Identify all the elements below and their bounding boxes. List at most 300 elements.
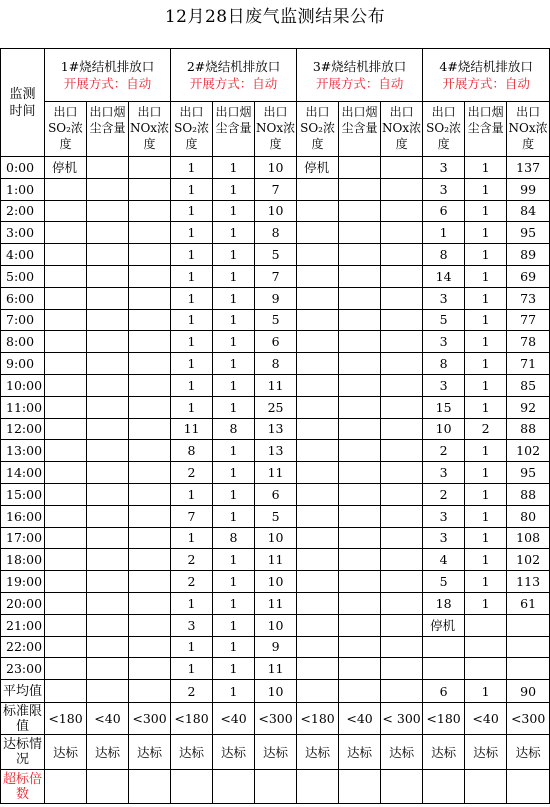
table-row-label: 4:00 <box>1 244 45 266</box>
value-cell: 1 <box>465 483 507 505</box>
table-row-label: 17:00 <box>1 527 45 549</box>
value-cell: 达标 <box>507 735 550 770</box>
value-cell: 2 <box>171 462 213 484</box>
value-cell: 1 <box>213 287 255 309</box>
value-cell <box>465 636 507 658</box>
value-cell <box>339 244 381 266</box>
value-cell <box>129 287 171 309</box>
value-cell: 达标 <box>129 735 171 770</box>
value-cell <box>129 309 171 331</box>
value-cell <box>339 157 381 179</box>
value-cell: 137 <box>507 157 550 179</box>
table-row-label: 21:00 <box>1 614 45 636</box>
dust-header: 出口烟尘含量 <box>213 102 255 157</box>
table-row <box>1 265 550 287</box>
value-cell: <300 <box>129 703 171 735</box>
table-row-label: 5:00 <box>1 265 45 287</box>
value-cell <box>45 527 87 549</box>
value-cell: 7 <box>255 178 297 200</box>
value-cell <box>339 287 381 309</box>
table-row-label: 16:00 <box>1 505 45 527</box>
value-cell: 11 <box>255 374 297 396</box>
value-cell: 停机 <box>423 614 465 636</box>
value-cell: 73 <box>507 287 550 309</box>
table-row <box>1 374 550 396</box>
value-cell: 达标 <box>171 735 213 770</box>
value-cell <box>381 592 423 614</box>
table-row-label: 11:00 <box>1 396 45 418</box>
value-cell <box>129 418 171 440</box>
value-cell <box>87 549 129 571</box>
table-row <box>1 527 550 549</box>
table-body <box>1 157 550 804</box>
so2-header: 出口SO₂浓度 <box>423 102 465 157</box>
value-cell <box>87 200 129 222</box>
value-cell <box>507 636 550 658</box>
value-cell: <180 <box>171 703 213 735</box>
value-cell: 1 <box>465 505 507 527</box>
value-cell <box>381 462 423 484</box>
value-cell <box>129 157 171 179</box>
table-row-label: 6:00 <box>1 287 45 309</box>
table-row <box>1 157 550 179</box>
dust-header: 出口烟尘含量 <box>87 102 129 157</box>
value-cell: 1 <box>171 374 213 396</box>
value-cell <box>381 636 423 658</box>
time-header-label: 监测时间 <box>9 86 36 119</box>
value-cell <box>129 440 171 462</box>
value-cell: 1 <box>213 309 255 331</box>
value-cell: 2 <box>423 483 465 505</box>
value-cell <box>381 549 423 571</box>
value-cell: 10 <box>255 157 297 179</box>
value-cell: 1 <box>465 440 507 462</box>
value-cell: 2 <box>423 440 465 462</box>
value-cell: 1 <box>465 309 507 331</box>
table-row <box>1 331 550 353</box>
value-cell: 1 <box>465 396 507 418</box>
value-cell: 1 <box>465 462 507 484</box>
value-cell <box>381 571 423 593</box>
value-cell <box>129 549 171 571</box>
value-cell <box>339 309 381 331</box>
value-cell <box>381 222 423 244</box>
value-cell <box>87 157 129 179</box>
value-cell: 1 <box>465 592 507 614</box>
value-cell <box>339 680 381 703</box>
outlet-header-row <box>1 49 550 102</box>
value-cell <box>381 178 423 200</box>
value-cell <box>339 527 381 549</box>
value-cell: 达标 <box>381 735 423 770</box>
value-cell <box>129 483 171 505</box>
value-cell: 7 <box>171 505 213 527</box>
outlet-mode: 开展方式：自动 <box>315 76 404 91</box>
value-cell: <40 <box>465 703 507 735</box>
value-cell <box>297 265 339 287</box>
value-cell: 11 <box>255 592 297 614</box>
value-cell: 1 <box>213 244 255 266</box>
value-cell: 15 <box>423 396 465 418</box>
value-cell <box>381 244 423 266</box>
value-cell: 11 <box>171 418 213 440</box>
value-cell <box>297 636 339 658</box>
value-cell <box>381 353 423 375</box>
value-cell <box>339 440 381 462</box>
value-cell: 10 <box>255 571 297 593</box>
value-cell: 达标 <box>213 735 255 770</box>
table-row <box>1 353 550 375</box>
table-row-label: 15:00 <box>1 483 45 505</box>
value-cell <box>129 178 171 200</box>
value-cell <box>423 770 465 804</box>
value-cell <box>381 157 423 179</box>
average-row-label: 平均值 <box>1 680 45 703</box>
value-cell <box>87 244 129 266</box>
value-cell <box>87 418 129 440</box>
value-cell <box>87 462 129 484</box>
value-cell <box>129 571 171 593</box>
value-cell: 达标 <box>465 735 507 770</box>
value-cell <box>129 680 171 703</box>
table-row <box>1 571 550 593</box>
value-cell: 8 <box>255 222 297 244</box>
value-cell: 1 <box>213 658 255 680</box>
value-cell <box>423 658 465 680</box>
value-cell <box>129 658 171 680</box>
value-cell <box>129 614 171 636</box>
value-cell <box>297 374 339 396</box>
value-cell: 8 <box>171 440 213 462</box>
value-cell: 1 <box>465 287 507 309</box>
value-cell: 1 <box>171 396 213 418</box>
so2-header: 出口SO₂浓度 <box>297 102 339 157</box>
value-cell: 113 <box>507 571 550 593</box>
value-cell: 10 <box>423 418 465 440</box>
table-row <box>1 244 550 266</box>
value-cell <box>87 636 129 658</box>
so2-header: 出口SO₂浓度 <box>171 102 213 157</box>
value-cell <box>45 418 87 440</box>
nox-header: 出口NOx浓度 <box>381 102 423 157</box>
value-cell <box>339 178 381 200</box>
outlet-header-3 <box>297 49 423 102</box>
value-cell <box>87 222 129 244</box>
value-cell <box>381 440 423 462</box>
value-cell <box>339 418 381 440</box>
value-cell: 1 <box>213 178 255 200</box>
value-cell <box>87 527 129 549</box>
value-cell: 14 <box>423 265 465 287</box>
value-cell <box>381 680 423 703</box>
value-cell: 10 <box>255 527 297 549</box>
table-row <box>1 440 550 462</box>
value-cell <box>339 331 381 353</box>
value-cell: 1 <box>465 571 507 593</box>
value-cell <box>339 549 381 571</box>
value-cell <box>339 614 381 636</box>
value-cell: 1 <box>465 178 507 200</box>
value-cell: 1 <box>465 157 507 179</box>
compliance-row <box>1 735 550 770</box>
value-cell <box>297 353 339 375</box>
value-cell <box>45 244 87 266</box>
value-cell <box>129 770 171 804</box>
table-row <box>1 614 550 636</box>
value-cell: 1 <box>171 178 213 200</box>
value-cell: 1 <box>465 331 507 353</box>
value-cell <box>339 571 381 593</box>
value-cell: 77 <box>507 309 550 331</box>
value-cell <box>297 770 339 804</box>
value-cell <box>87 571 129 593</box>
value-cell: <180 <box>297 703 339 735</box>
value-cell: 3 <box>423 331 465 353</box>
value-cell: 2 <box>171 571 213 593</box>
table-row-label: 9:00 <box>1 353 45 375</box>
value-cell: 102 <box>507 440 550 462</box>
value-cell: 78 <box>507 331 550 353</box>
value-cell: 18 <box>423 592 465 614</box>
value-cell <box>255 770 297 804</box>
value-cell <box>87 614 129 636</box>
value-cell <box>297 287 339 309</box>
value-cell <box>45 462 87 484</box>
value-cell: 1 <box>213 549 255 571</box>
value-cell: 1 <box>171 483 213 505</box>
value-cell: 3 <box>423 527 465 549</box>
value-cell: 13 <box>255 418 297 440</box>
value-cell: 5 <box>255 244 297 266</box>
outlet-mode: 开展方式：自动 <box>442 76 530 91</box>
value-cell: 6 <box>255 483 297 505</box>
value-cell: 1 <box>213 200 255 222</box>
outlet-mode: 开展方式：自动 <box>63 76 152 91</box>
value-cell <box>381 483 423 505</box>
value-cell <box>465 658 507 680</box>
value-cell <box>45 549 87 571</box>
value-cell <box>297 418 339 440</box>
emission-table <box>0 48 550 804</box>
value-cell: 3 <box>423 505 465 527</box>
value-cell <box>87 592 129 614</box>
value-cell: 11 <box>255 462 297 484</box>
value-cell <box>129 374 171 396</box>
value-cell <box>129 222 171 244</box>
table-row <box>1 396 550 418</box>
value-cell <box>297 200 339 222</box>
value-cell <box>297 505 339 527</box>
value-cell: 1 <box>171 287 213 309</box>
value-cell <box>129 265 171 287</box>
value-cell: 2 <box>465 418 507 440</box>
value-cell <box>87 658 129 680</box>
outlet-header-1 <box>45 49 171 102</box>
value-cell <box>45 396 87 418</box>
value-cell: 10 <box>255 200 297 222</box>
value-cell <box>381 418 423 440</box>
value-cell <box>87 309 129 331</box>
table-row-label: 0:00 <box>1 157 45 179</box>
value-cell: 88 <box>507 483 550 505</box>
value-cell: 1 <box>171 265 213 287</box>
value-cell <box>87 178 129 200</box>
value-cell: <40 <box>213 703 255 735</box>
value-cell <box>297 244 339 266</box>
table-row <box>1 658 550 680</box>
table-row-label: 7:00 <box>1 309 45 331</box>
value-cell <box>129 592 171 614</box>
value-cell <box>45 353 87 375</box>
value-cell <box>339 483 381 505</box>
value-cell <box>381 396 423 418</box>
value-cell: 8 <box>213 418 255 440</box>
value-cell <box>87 483 129 505</box>
value-cell <box>297 658 339 680</box>
value-cell <box>87 265 129 287</box>
value-cell <box>45 483 87 505</box>
value-cell: 88 <box>507 418 550 440</box>
value-cell: 102 <box>507 549 550 571</box>
so2-header: 出口SO₂浓度 <box>45 102 87 157</box>
value-cell: 1 <box>213 614 255 636</box>
value-cell <box>45 770 87 804</box>
value-cell: 13 <box>255 440 297 462</box>
value-cell: 5 <box>255 505 297 527</box>
value-cell: 1 <box>171 592 213 614</box>
outlet-header-4 <box>423 49 550 102</box>
value-cell <box>507 770 550 804</box>
value-cell <box>465 770 507 804</box>
value-cell <box>381 614 423 636</box>
value-cell <box>129 396 171 418</box>
value-cell <box>87 353 129 375</box>
table-row <box>1 200 550 222</box>
table-row-label: 22:00 <box>1 636 45 658</box>
value-cell: 3 <box>423 178 465 200</box>
value-cell: 6 <box>423 680 465 703</box>
table-row <box>1 418 550 440</box>
value-cell <box>45 680 87 703</box>
value-cell: 2 <box>171 680 213 703</box>
value-cell: 1 <box>213 265 255 287</box>
value-cell <box>129 331 171 353</box>
value-cell: 69 <box>507 265 550 287</box>
value-cell: 1 <box>213 462 255 484</box>
value-cell <box>339 658 381 680</box>
outlet-name: 2#烧结机排放口 <box>186 59 281 74</box>
value-cell: 1 <box>213 396 255 418</box>
table-row-label: 14:00 <box>1 462 45 484</box>
value-cell: 1 <box>171 658 213 680</box>
value-cell: <300 <box>255 703 297 735</box>
table-row-label: 12:00 <box>1 418 45 440</box>
table-row-label: 8:00 <box>1 331 45 353</box>
value-cell <box>45 658 87 680</box>
value-cell: 1 <box>171 353 213 375</box>
value-cell: <180 <box>45 703 87 735</box>
value-cell <box>381 658 423 680</box>
limit-row-label: 标准限值 <box>1 703 45 735</box>
value-cell <box>381 505 423 527</box>
table-row-label: 19:00 <box>1 571 45 593</box>
value-cell: 1 <box>465 527 507 549</box>
value-cell <box>297 331 339 353</box>
value-cell <box>339 222 381 244</box>
value-cell: 停机 <box>297 157 339 179</box>
value-cell: 1 <box>213 353 255 375</box>
value-cell <box>339 770 381 804</box>
value-cell <box>129 244 171 266</box>
value-cell: 6 <box>423 200 465 222</box>
value-cell: 8 <box>423 244 465 266</box>
value-cell <box>45 374 87 396</box>
value-cell: 1 <box>213 680 255 703</box>
exceed-row-label: 超标倍数 <box>1 770 45 804</box>
value-cell <box>423 636 465 658</box>
value-cell <box>297 396 339 418</box>
value-cell: 90 <box>507 680 550 703</box>
value-cell: 1 <box>213 157 255 179</box>
exceed-row <box>1 770 550 804</box>
value-cell <box>465 614 507 636</box>
table-row-label: 20:00 <box>1 592 45 614</box>
value-cell: 5 <box>423 309 465 331</box>
value-cell: 1 <box>465 680 507 703</box>
outlet-name: 1#烧结机排放口 <box>60 59 155 74</box>
value-cell <box>87 331 129 353</box>
value-cell: 3 <box>423 462 465 484</box>
value-cell <box>45 571 87 593</box>
value-cell: 1 <box>171 244 213 266</box>
value-cell: 71 <box>507 353 550 375</box>
value-cell <box>45 614 87 636</box>
value-cell <box>297 222 339 244</box>
value-cell: 1 <box>213 440 255 462</box>
value-cell: 11 <box>255 658 297 680</box>
value-cell <box>381 374 423 396</box>
outlet-header-2 <box>171 49 297 102</box>
value-cell: 停机 <box>45 157 87 179</box>
value-cell <box>339 592 381 614</box>
value-cell <box>381 527 423 549</box>
value-cell <box>45 309 87 331</box>
table-row <box>1 222 550 244</box>
value-cell <box>297 309 339 331</box>
table-row-label: 10:00 <box>1 374 45 396</box>
value-cell <box>87 770 129 804</box>
value-cell <box>339 636 381 658</box>
value-cell <box>339 265 381 287</box>
table-row <box>1 462 550 484</box>
value-cell <box>129 200 171 222</box>
value-cell <box>297 614 339 636</box>
table-row-label: 13:00 <box>1 440 45 462</box>
value-cell <box>129 636 171 658</box>
value-cell <box>507 658 550 680</box>
table-row <box>1 636 550 658</box>
value-cell: 8 <box>213 527 255 549</box>
value-cell: 99 <box>507 178 550 200</box>
table-row <box>1 483 550 505</box>
value-cell: 9 <box>255 636 297 658</box>
value-cell <box>45 178 87 200</box>
value-cell: 达标 <box>423 735 465 770</box>
value-cell <box>87 680 129 703</box>
value-cell: 95 <box>507 222 550 244</box>
time-header <box>1 49 45 157</box>
value-cell: 2 <box>171 549 213 571</box>
